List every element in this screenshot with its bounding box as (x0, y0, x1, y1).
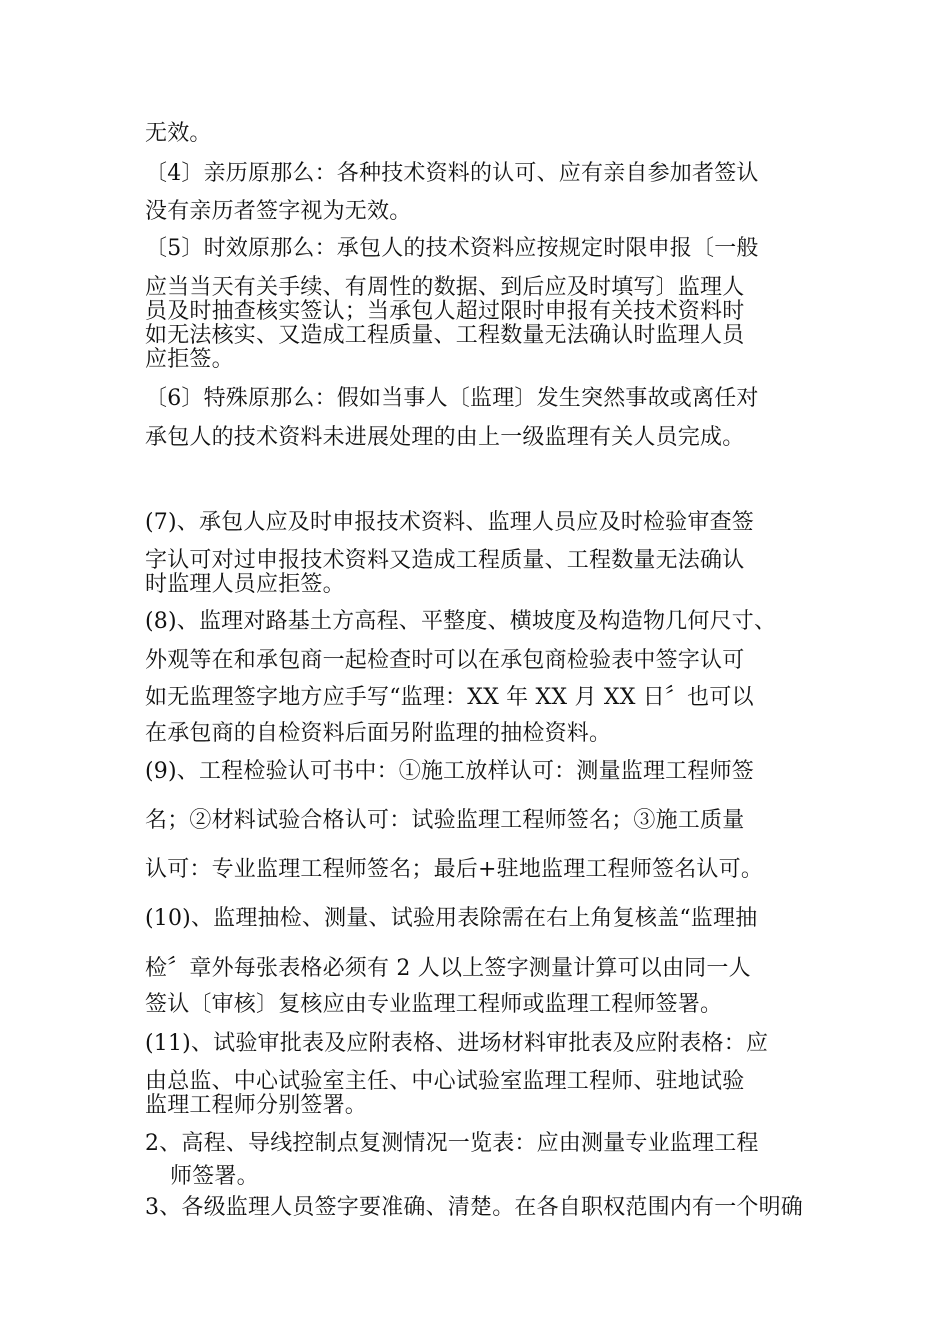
text-line: 监理工程师分别签署。 (145, 1093, 368, 1118)
text-line: 员及时抽查核实签认；当承包人超过限时申报有关技术资料时 (145, 299, 745, 324)
text-line: 2、高程、导线控制点复测情况一览表：应由测量专业监理工程 (145, 1131, 759, 1156)
text-line: 时监理人员应拒签。 (145, 572, 345, 597)
text-line: 如无法核实、又造成工程质量、工程数量无法确认时监理人员 (145, 323, 745, 348)
text-line: 〔4〕亲历原那么：各种技术资料的认可、应有亲自参加者签认 (145, 161, 759, 186)
text-line: 〔6〕特殊原那么：假如当事人〔监理〕发生突然事故或离任对 (145, 386, 759, 411)
text-line: 名；②材料试验合格认可：试验监理工程师签名；③施工质量 (145, 808, 745, 833)
text-line: 没有亲历者签字视为无效。 (145, 199, 412, 224)
text-line: (8)、监理对路基土方高程、平整度、横坡度及构造物几何尺寸、 (145, 609, 777, 634)
text-line: 在承包商的自检资料后面另附监理的抽检资料。 (145, 721, 612, 746)
text-line: 认可：专业监理工程师签名；最后+驻地监理工程师签名认可。 (145, 857, 764, 882)
text-line: 签认〔审核〕复核应由专业监理工程师或监理工程师签署。 (145, 992, 723, 1017)
text-line: (11)、试验审批表及应附表格、进场材料审批表及应附表格：应 (145, 1031, 769, 1056)
text-line: 〔5〕时效原那么：承包人的技术资料应按规定时限申报〔一般 (145, 236, 759, 261)
text-line: 检〞章外每张表格必须有 2 人以上签字测量计算可以由同一人 (145, 956, 751, 981)
text-line: 字认可对过申报技术资料又造成工程质量、工程数量无法确认 (145, 548, 745, 573)
text-line: (10)、监理抽检、测量、试验用表除需在右上角复核盖“监理抽 (145, 906, 758, 931)
text-line: 如无监理签字地方应手写“监理：XX 年 XX 月 XX 日〞也可以 (145, 685, 754, 710)
text-line: 外观等在和承包商一起检查时可以在承包商检验表中签字认可 (145, 648, 745, 673)
text-line: 3、各级监理人员签字要准确、清楚。在各自职权范围内有一个明确 (145, 1195, 803, 1220)
text-line: 应拒签。 (145, 347, 234, 372)
text-line: 无效。 (145, 121, 212, 146)
text-line: 师签署。 (170, 1164, 259, 1189)
text-line: (7)、承包人应及时申报技术资料、监理人员应及时检验审查签 (145, 510, 754, 535)
text-line: 应当当天有关手续、有周性的数据、到后应及时填写〕监理人 (145, 275, 745, 300)
text-line: 承包人的技术资料未进展处理的由上一级监理有关人员完成。 (145, 425, 745, 450)
text-line: 由总监、中心试验室主任、中心试验室监理工程师、驻地试验 (145, 1069, 745, 1094)
text-line: (9)、工程检验认可书中：①施工放样认可：测量监理工程师签 (145, 759, 754, 784)
